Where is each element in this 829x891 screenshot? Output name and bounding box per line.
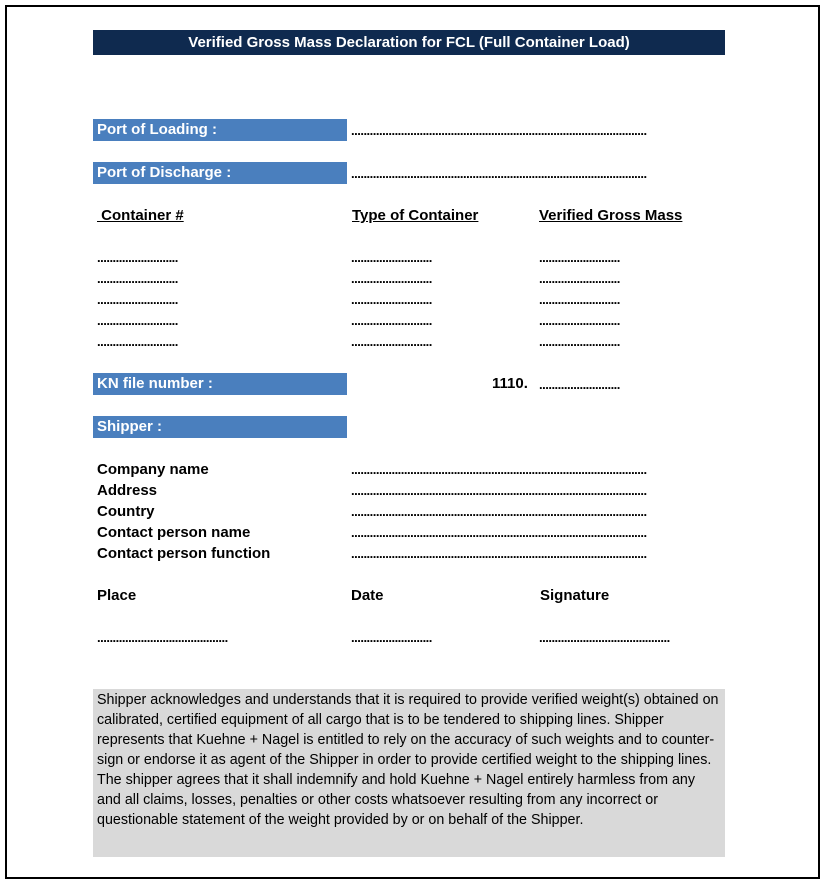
- shipper-label: Shipper :: [93, 416, 347, 438]
- place-field[interactable]: ..........................................: [97, 631, 228, 645]
- port-of-loading-field[interactable]: ...............................................................................................: [351, 124, 647, 138]
- shipper-acknowledgement-notice: Shipper acknowledges and understands that it is required to provide verified weight(s) obtained on calibrated, certified equipment of all cargo that is to be tendered to shipping lines. Shipper represents that Kuehne + Nagel is entitled to rely on the accuracy of such weights and to counter-sign or endorse it as agent of the Shipper in order to provide certified weight to the shipping lines. The shipper agrees that it shall indemnify and hold Kuehne + Nagel entirely harmless from any and all claims, losses, penalties or other costs whatsoever resulting from any incorrect or questionable statement of the weight provided by or on behalf of the Shipper.: [93, 689, 725, 857]
- container-number-field-1[interactable]: ..........................: [97, 251, 178, 265]
- port-of-loading-label: Port of Loading :: [93, 119, 347, 141]
- gross-mass-field-3[interactable]: ..........................: [539, 293, 620, 307]
- container-number-field-4[interactable]: ..........................: [97, 314, 178, 328]
- container-type-field-5[interactable]: ..........................: [351, 335, 432, 349]
- container-type-header: Type of Container: [352, 207, 479, 224]
- contact-person-name-label: Contact person name: [97, 524, 251, 541]
- gross-mass-field-4[interactable]: ..........................: [539, 314, 620, 328]
- container-number-field-3[interactable]: ..........................: [97, 293, 178, 307]
- container-type-field-3[interactable]: ..........................: [351, 293, 432, 307]
- container-type-field-1[interactable]: ..........................: [351, 251, 432, 265]
- place-label: Place: [97, 587, 137, 604]
- port-of-discharge-label: Port of Discharge :: [93, 162, 347, 184]
- country-field[interactable]: ...............................................................................................: [351, 505, 647, 519]
- container-number-header: Container #: [97, 207, 184, 224]
- container-type-field-2[interactable]: ..........................: [351, 272, 432, 286]
- kn-file-prefix: 1110.: [492, 375, 528, 392]
- port-of-discharge-field[interactable]: ...............................................................................................: [351, 167, 647, 181]
- contact-person-function-label: Contact person function: [97, 545, 271, 562]
- gross-mass-field-2[interactable]: ..........................: [539, 272, 620, 286]
- document-title: Verified Gross Mass Declaration for FCL (Full Container Load): [93, 30, 725, 55]
- kn-file-number-field[interactable]: ..........................: [539, 378, 620, 392]
- date-label: Date: [351, 587, 384, 604]
- contact-person-name-field[interactable]: ...............................................................................................: [351, 526, 647, 540]
- date-field[interactable]: ..........................: [351, 631, 432, 645]
- kn-file-number-label: KN file number :: [93, 373, 347, 395]
- address-label: Address: [97, 482, 158, 499]
- signature-label: Signature: [540, 587, 610, 604]
- address-field[interactable]: ...............................................................................................: [351, 484, 647, 498]
- company-name-field[interactable]: ...............................................................................................: [351, 463, 647, 477]
- country-label: Country: [97, 503, 155, 520]
- container-number-field-5[interactable]: ..........................: [97, 335, 178, 349]
- company-name-label: Company name: [97, 461, 209, 478]
- contact-person-function-field[interactable]: ...............................................................................................: [351, 547, 647, 561]
- verified-gross-mass-header: Verified Gross Mass: [539, 207, 683, 224]
- gross-mass-field-5[interactable]: ..........................: [539, 335, 620, 349]
- container-type-field-4[interactable]: ..........................: [351, 314, 432, 328]
- container-number-field-2[interactable]: ..........................: [97, 272, 178, 286]
- gross-mass-field-1[interactable]: ..........................: [539, 251, 620, 265]
- signature-field[interactable]: ..........................................: [539, 631, 670, 645]
